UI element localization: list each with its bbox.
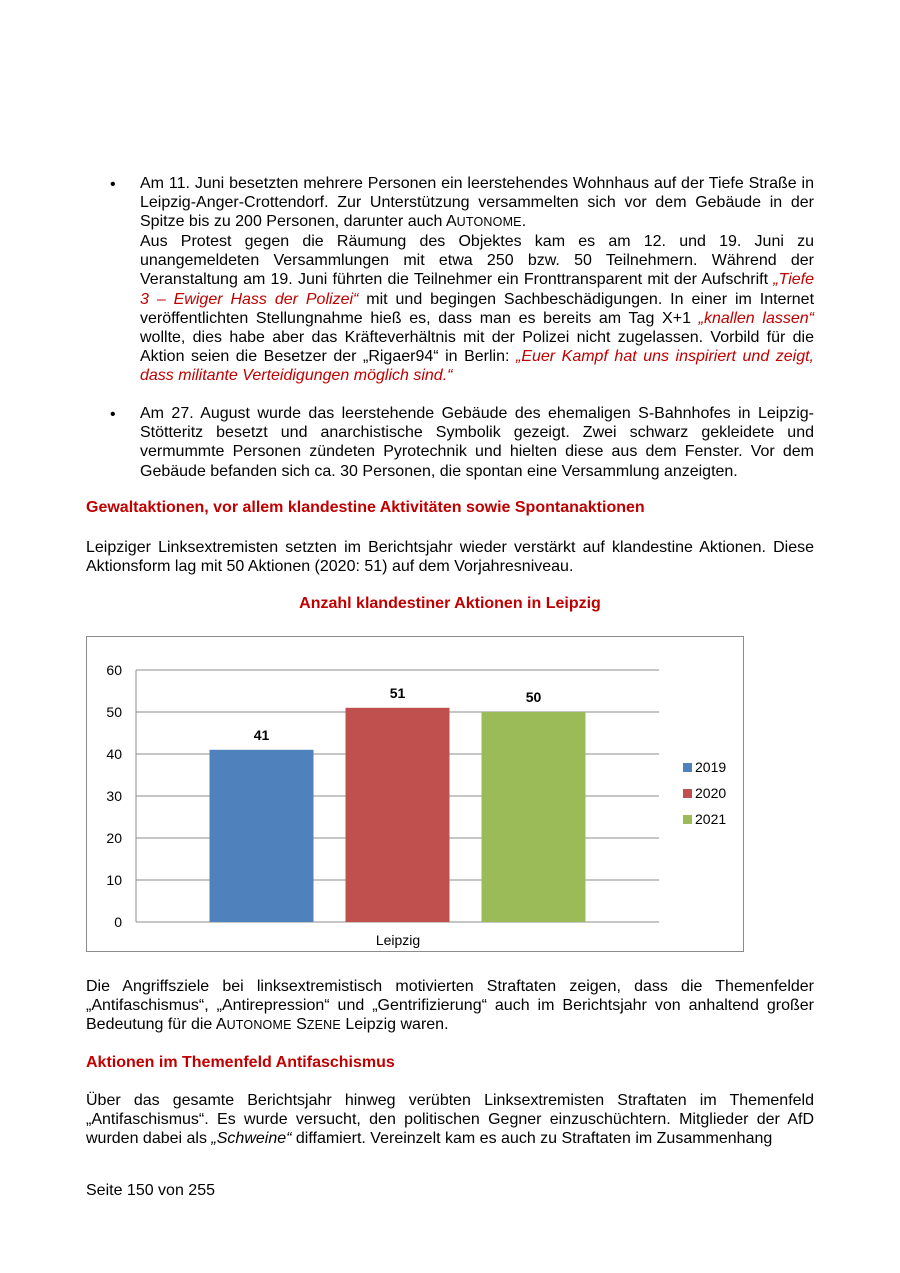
quote-knallen-lassen: „knallen lassen“ bbox=[698, 309, 814, 327]
data-label-2019: 41 bbox=[253, 726, 270, 743]
data-label-2021: 50 bbox=[525, 689, 542, 705]
data-label-2020: 51 bbox=[389, 684, 406, 701]
bar-2021 bbox=[482, 712, 586, 922]
legend-label-2021: 2021 bbox=[695, 811, 727, 827]
y-tick-label: 20 bbox=[106, 830, 122, 846]
para2-text: Die Angriffsziele bei linksextremistisch motivierten Straftaten zeigen, dass die Themenfelder „Antifaschismus“, „Antirepression“ und „Gentrifizierung“ auch im Berichtsjahr von anhaltend großer Bedeutung für die bbox=[86, 978, 814, 1034]
y-tick-label: 50 bbox=[106, 704, 122, 720]
quote-euer-kampf: „Euer Kampf hat uns inspiriert und zeigt, dass militante Verteidigungen möglich sind.“ bbox=[140, 348, 814, 385]
y-tick-label: 60 bbox=[106, 662, 122, 678]
bullet-1-paragraph-1 bbox=[140, 174, 814, 233]
section-heading-antifaschismus: Aktionen im Themenfeld Antifaschismus bbox=[86, 1054, 395, 1071]
bullet-1-text-2c: wollte, dies habe aber das Kräfteverhältnis mit der Polizei nicht zugelassen. Vorbild für die Aktion seien die Besetzer der „Rigaer94“ in Berlin: bbox=[140, 329, 814, 366]
bullet-1-end: . bbox=[521, 213, 527, 231]
bullet-2-paragraph: Am 27. August wurde das leerstehende Gebäude des ehemaligen S-Bahnhofes in Leipzig-Stötteritz besetzt und anarchistische Symbolik gezeigt. Zwei schwarz gekleidete und vermummte Personen zündeten Pyrotechnik und hielten diese aus dem Fenster. Vor dem Gebäude befanden sich ca. 30 Personen, die spontan eine Versammlung anzeigten. bbox=[140, 405, 814, 480]
bullet-marker-1: • bbox=[110, 176, 116, 193]
para2-end: Leipzig waren. bbox=[340, 1016, 449, 1034]
legend-label-2020: 2020 bbox=[695, 785, 727, 801]
bar-2020 bbox=[346, 708, 450, 922]
para3-text: Über das gesamte Berichtsjahr hinweg verübten Linksextremisten Straftaten im Themenfeld „Antifaschismus“. Es wurde versucht, den politischen Gegner einzuschüchtern. Mitglieder der AfD wurden dabei als bbox=[86, 1092, 814, 1148]
bullet-1-text-2a: Aus Protest gegen die Räumung des Objektes kam es am 12. und 19. Juni zu unangemeldeten Versammlungen mit etwa 250 bzw. 50 Teilnehmern. Während der Veranstaltung am 19. Juni führten die Teilnehmer ein Fronttransparent mit der Aufschrift bbox=[140, 233, 814, 289]
paragraph-antifaschismus bbox=[86, 1091, 814, 1149]
bar-chart bbox=[86, 636, 745, 953]
paragraph-angriffsziele bbox=[86, 977, 814, 1036]
x-category-label: Leipzig bbox=[375, 932, 421, 948]
y-tick-label: 30 bbox=[106, 788, 122, 804]
szene-initial: S bbox=[296, 1016, 307, 1034]
section-heading-gewaltaktionen: Gewaltaktionen, vor allem klandestine Aktivitäten sowie Spontanaktionen bbox=[86, 499, 645, 516]
page-number: Seite 150 von 255 bbox=[86, 1182, 215, 1199]
legend-swatch-2020 bbox=[683, 789, 692, 798]
autonome-initial: A bbox=[445, 213, 457, 231]
bar-2019 bbox=[210, 750, 314, 922]
y-tick-label: 40 bbox=[106, 746, 122, 762]
szene-smallcaps: ZENE bbox=[306, 1018, 341, 1033]
chart-title: Anzahl klandestiner Aktionen in Leipzig bbox=[299, 595, 601, 612]
bullet-1-paragraph-2 bbox=[140, 232, 814, 386]
legend-swatch-2019 bbox=[683, 763, 692, 772]
legend-swatch-2021 bbox=[683, 815, 692, 824]
para3-end: diffamiert. Vereinzelt kam es auch zu Straftaten im Zusammenhang bbox=[291, 1130, 773, 1148]
paragraph-klandestine: Leipziger Linksextremisten setzten im Berichtsjahr wieder verstärkt auf klandestine Aktionen. Diese Aktionsform lag mit 50 Aktionen (2020: 51) auf dem Vorjahresniveau. bbox=[86, 539, 814, 576]
legend-label-2019: 2019 bbox=[695, 759, 727, 775]
bullet-1-text: Am 11. Juni besetzten mehrere Personen ein leerstehendes Wohnhaus auf der Tiefe Straße in Leipzig-Anger-Crottendorf. Zur Unterstützung versammelten sich vor dem Gebäude in der Spitze bis zu 200 Personen, darunter auch bbox=[140, 175, 814, 231]
quote-tiefe-3: „Tiefe 3 – Ewiger Hass der Polizei“ bbox=[140, 271, 814, 308]
bullet-1-text-2b: mit und begingen Sachbeschädigungen. In einer im Internet veröffentlichten Stellungnahme hieß es, dass man es bereits am Tag X+1 bbox=[140, 290, 815, 327]
autonome-initial-2: A bbox=[215, 1016, 227, 1034]
y-tick-label: 10 bbox=[106, 872, 122, 888]
bullet-marker-2: • bbox=[110, 406, 116, 423]
y-tick-label: 0 bbox=[114, 914, 122, 930]
autonome-smallcaps-2: UTONOME bbox=[226, 1018, 292, 1033]
quote-schweine: „Schweine“ bbox=[211, 1130, 292, 1148]
autonome-smallcaps: UTONOME bbox=[456, 215, 522, 230]
